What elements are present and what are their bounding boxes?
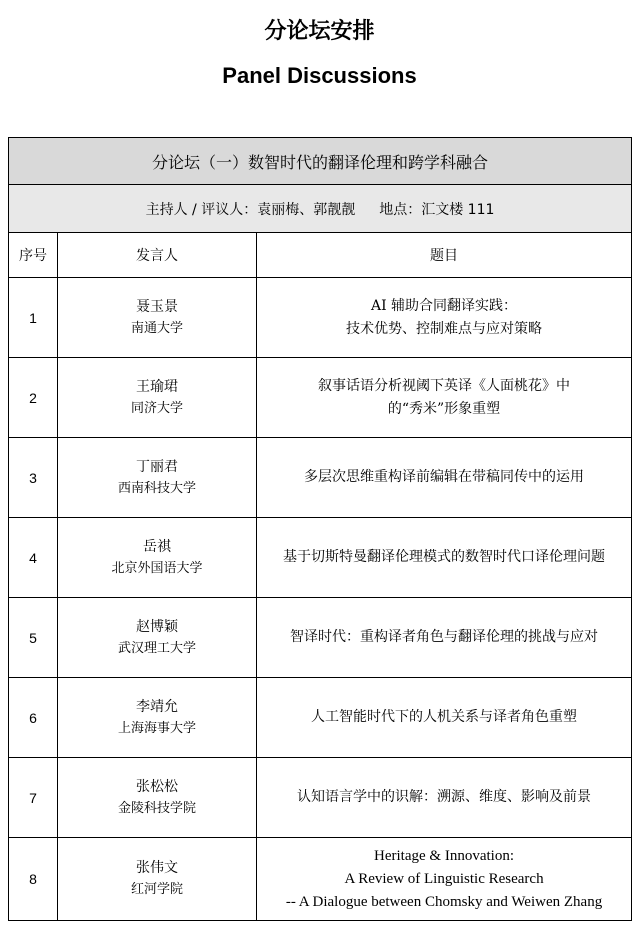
- panel-host-info: [9, 185, 632, 233]
- panel-title-row: [9, 138, 632, 185]
- page-title-cn: 分论坛安排: [264, 19, 375, 44]
- speaker-name: 王瑜珺: [136, 378, 178, 395]
- table-row: [9, 758, 632, 838]
- panel-schedule-table: [8, 137, 632, 921]
- topic-cell: [257, 438, 632, 518]
- speaker-name: 李靖允: [136, 698, 178, 715]
- topic-cell: [257, 838, 632, 921]
- speaker-cell: [58, 598, 257, 678]
- speaker-cell: [58, 838, 257, 921]
- location-label: 地点：: [379, 201, 422, 218]
- table-row: [9, 678, 632, 758]
- row-number: 7: [9, 758, 58, 838]
- speaker-institution: 金陵科技学院: [117, 800, 196, 816]
- speaker-cell: [58, 278, 257, 358]
- topic-cell: [257, 758, 632, 838]
- topic-line: Heritage & Innovation:: [374, 847, 514, 864]
- speaker-institution: 西南科技大学: [117, 480, 196, 496]
- table-row: [9, 438, 632, 518]
- topic-cell: [257, 598, 632, 678]
- speaker-institution: 同济大学: [130, 400, 183, 416]
- column-header-speaker: 发言人: [58, 233, 257, 278]
- panel-host-row: [9, 185, 632, 233]
- row-number: 1: [9, 278, 58, 358]
- topic-cell: [257, 278, 632, 358]
- speaker-cell: [58, 678, 257, 758]
- table-row: [9, 518, 632, 598]
- speaker-institution: 红河学院: [130, 882, 183, 897]
- speaker-institution: 北京外国语大学: [111, 560, 203, 576]
- speaker-rows: [9, 278, 632, 921]
- row-number: 5: [9, 598, 58, 678]
- row-number: 6: [9, 678, 58, 758]
- topic-line: 多层次思维重构译前编辑在带稿同传中的运用: [304, 469, 585, 485]
- speaker-institution: 上海海事大学: [117, 720, 196, 736]
- table-row: [9, 358, 632, 438]
- topic-line: AI 辅助合同翻译实践：: [370, 297, 518, 314]
- table-row: [9, 598, 632, 678]
- panel-title: 分论坛（一）数智时代的翻译伦理和跨学科融合: [9, 138, 632, 185]
- speaker-name: 聂玉景: [136, 298, 178, 315]
- speaker-cell: [58, 758, 257, 838]
- table-header-row: [9, 233, 632, 278]
- speaker-institution: 南通大学: [130, 320, 183, 336]
- topic-line: 的“秀米”形象重塑: [387, 400, 501, 417]
- speaker-cell: [58, 438, 257, 518]
- topic-line: 技术优势、控制难点与应对策略: [346, 320, 543, 337]
- table-row: [9, 838, 632, 921]
- location-value: 汇文楼 111: [421, 201, 495, 218]
- topic-line: -- A Dialogue between Chomsky and Weiwen Zhang: [285, 893, 603, 910]
- column-header-topic: 题目: [257, 233, 632, 278]
- speaker-name: 岳祺: [143, 538, 171, 555]
- speaker-name: 丁丽君: [136, 458, 178, 475]
- topic-line: 基于切斯特曼翻译伦理模式的数智时代口译伦理问题: [283, 549, 606, 565]
- speaker-cell: [58, 518, 257, 598]
- speaker-name: 张伟文: [136, 860, 178, 876]
- row-number: 4: [9, 518, 58, 598]
- host-names: 袁丽梅、郭靓靓: [257, 201, 356, 218]
- topic-line: A Review of Linguistic Research: [344, 870, 544, 887]
- topic-line: 认知语言学中的识解：溯源、维度、影响及前景: [297, 789, 592, 805]
- topic-line: 叙事话语分析视阈下英译《人面桃花》中: [318, 377, 571, 394]
- topic-cell: [257, 358, 632, 438]
- page-title-en: Panel Discussions: [222, 63, 417, 88]
- topic-cell: [257, 678, 632, 758]
- speaker-name: 赵博颖: [136, 618, 178, 635]
- row-number: 8: [9, 838, 58, 921]
- table-row: [9, 278, 632, 358]
- speaker-name: 张松松: [136, 778, 178, 795]
- column-header-number: 序号: [9, 233, 58, 278]
- topic-line: 智译时代：重构译者角色与翻译伦理的挑战与应对: [290, 629, 599, 645]
- row-number: 3: [9, 438, 58, 518]
- speaker-cell: [58, 358, 257, 438]
- topic-cell: [257, 518, 632, 598]
- topic-line: 人工智能时代下的人机关系与译者角色重塑: [311, 709, 578, 725]
- host-label: 主持人 / 评议人：: [145, 201, 258, 218]
- row-number: 2: [9, 358, 58, 438]
- speaker-institution: 武汉理工大学: [117, 640, 196, 656]
